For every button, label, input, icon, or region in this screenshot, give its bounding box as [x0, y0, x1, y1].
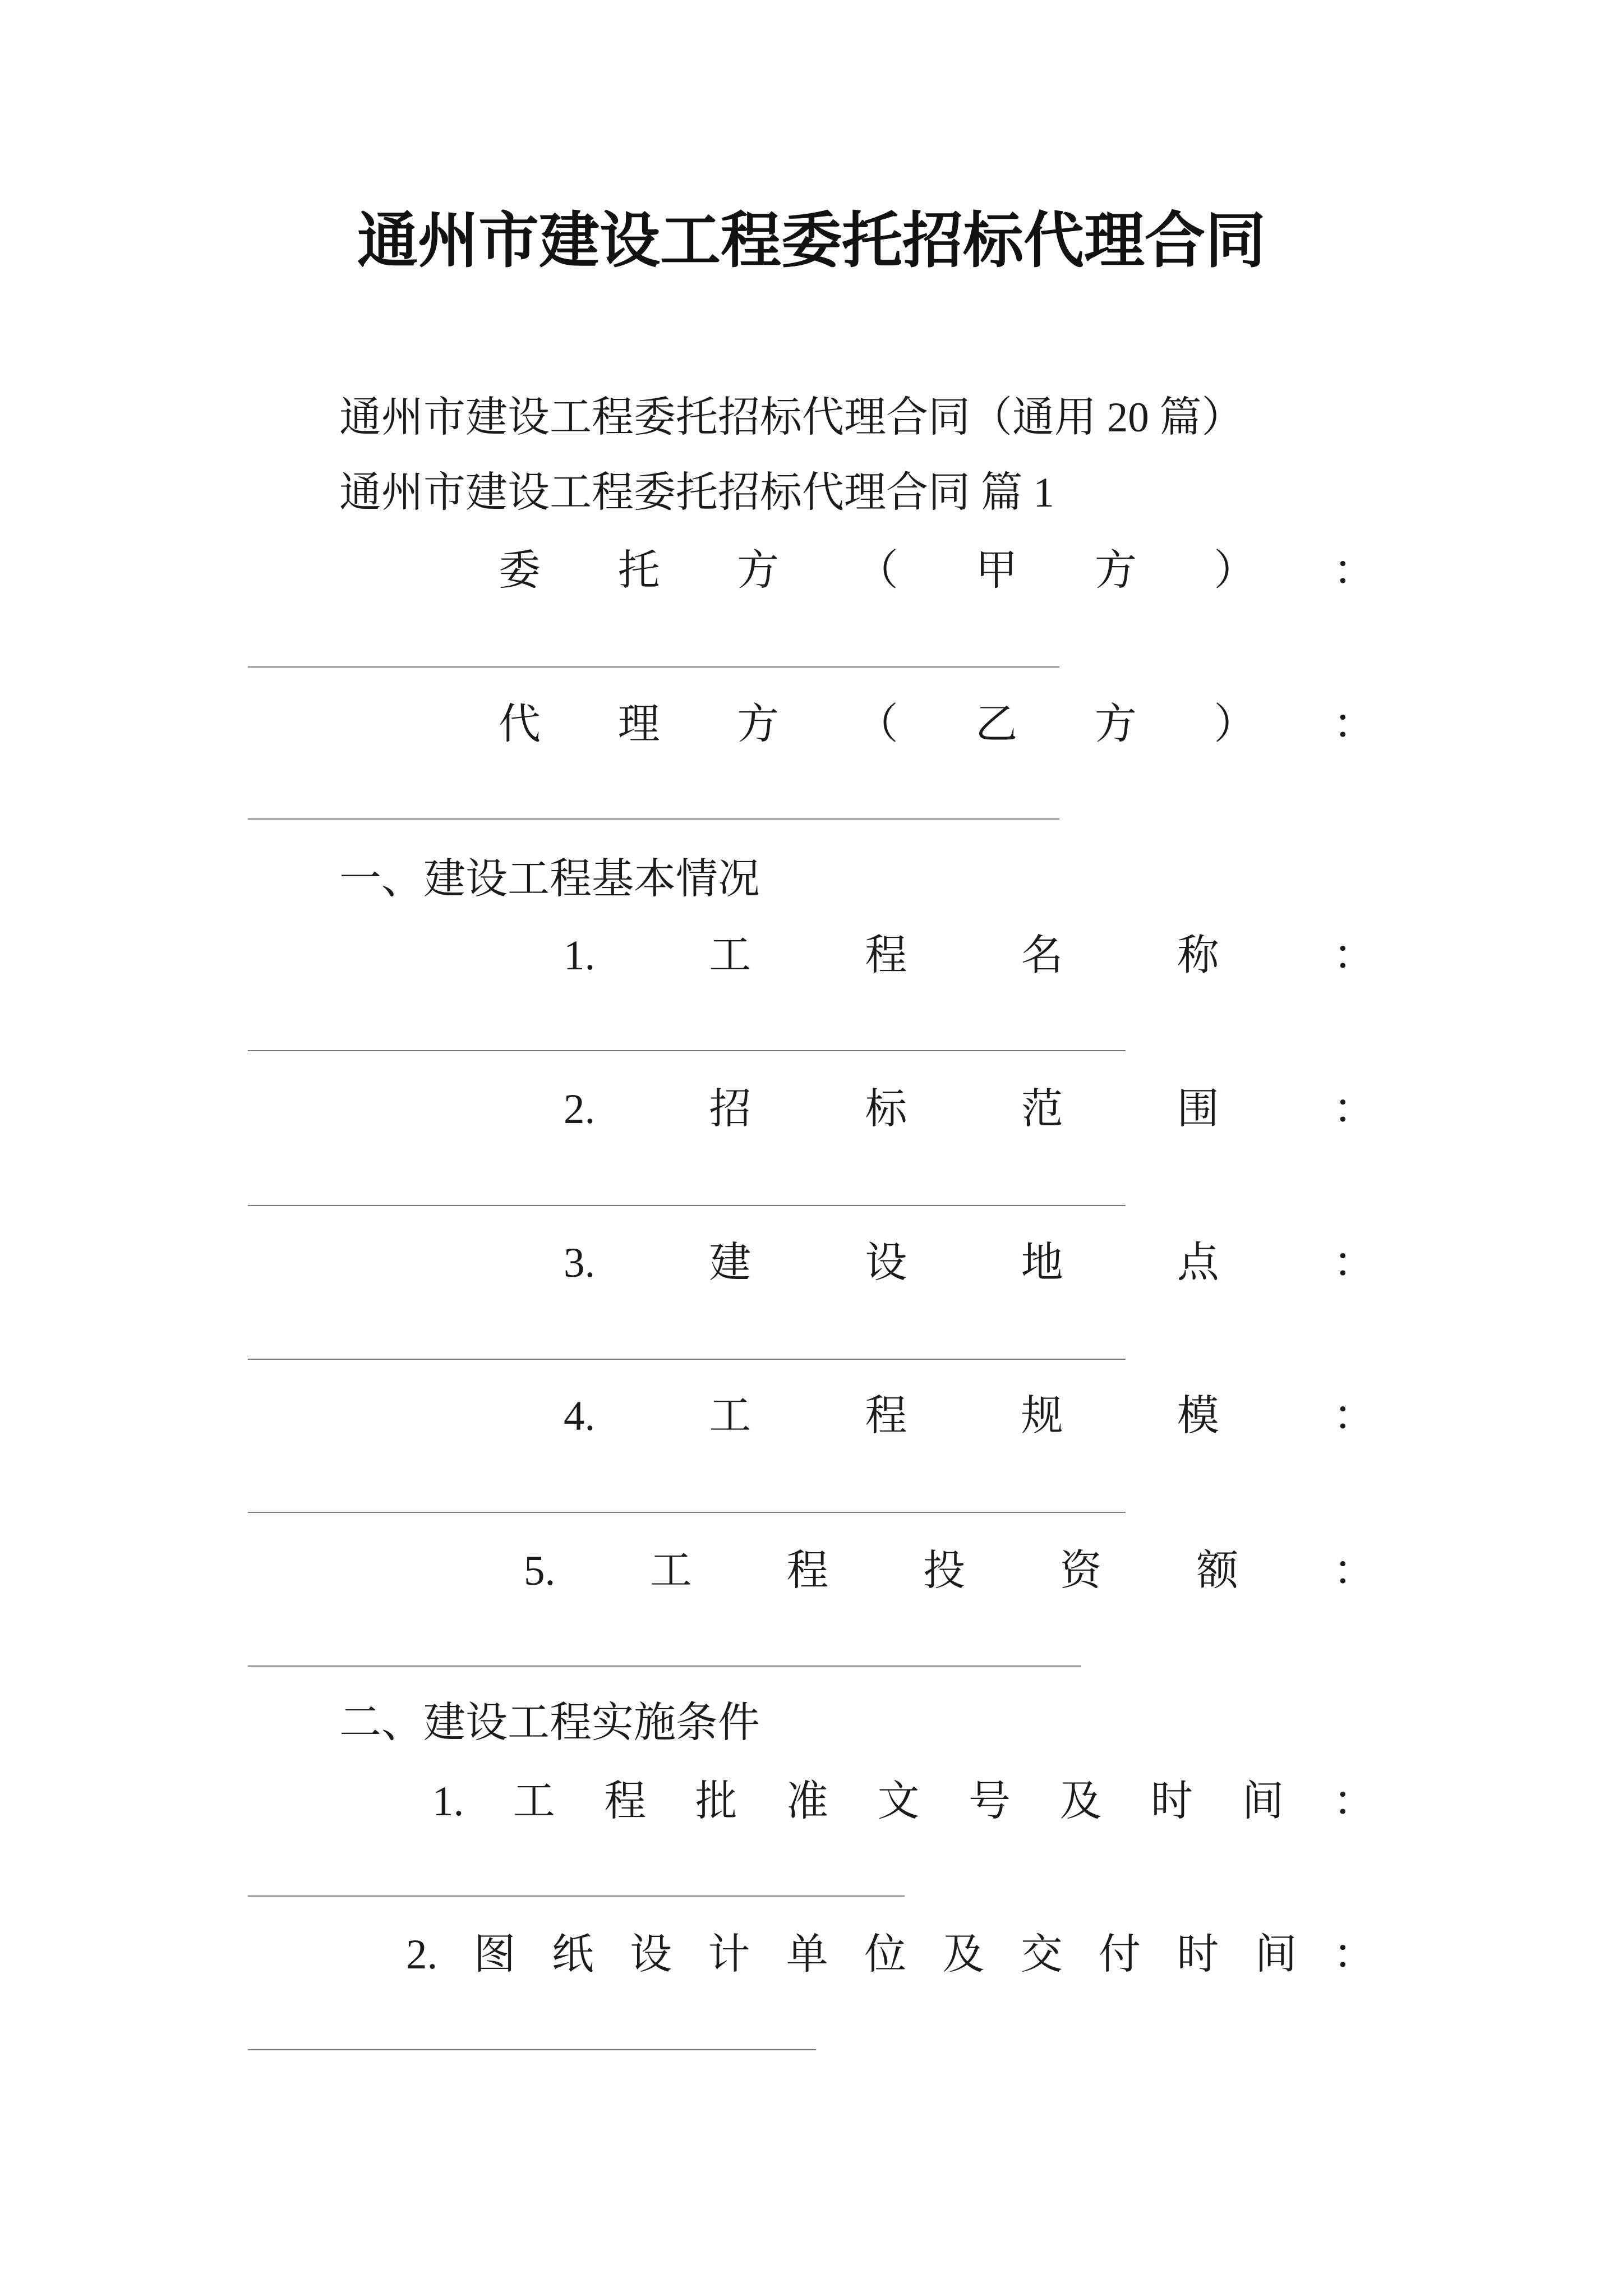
label-glyph: 计 — [708, 1931, 750, 1978]
label-glyph: 范 — [1021, 1086, 1063, 1133]
label-glyph: 标 — [865, 1086, 907, 1133]
label-glyph: 付 — [1099, 1931, 1141, 1978]
label-glyph: ） — [1214, 547, 1256, 594]
fill-in-line — [248, 1359, 1126, 1360]
section-heading: 二、建设工程实施条件 — [339, 1700, 760, 1746]
field-label — [564, 1082, 1375, 1138]
label-glyph: 程 — [865, 1393, 907, 1439]
label-glyph: 理 — [617, 701, 660, 748]
label-glyph: 批 — [695, 1778, 737, 1825]
label-glyph: ： — [1332, 1778, 1375, 1825]
label-glyph: ： — [1332, 1931, 1375, 1978]
label-glyph: 程 — [604, 1778, 647, 1825]
label-glyph: 程 — [865, 932, 907, 979]
document-title: 通州市建设工程委托招标代理合同 — [357, 205, 1266, 276]
label-glyph: 2. — [564, 1086, 596, 1133]
label-glyph: 代 — [499, 701, 541, 748]
label-glyph: （ — [856, 547, 898, 594]
label-glyph: 投 — [923, 1548, 966, 1594]
label-glyph: 模 — [1177, 1393, 1219, 1439]
label-glyph: ： — [1332, 701, 1375, 748]
label-glyph: 工 — [649, 1548, 692, 1594]
label-glyph: ： — [1332, 547, 1375, 594]
label-glyph: 围 — [1177, 1086, 1219, 1133]
label-glyph: ： — [1332, 1240, 1375, 1286]
label-glyph: 工 — [709, 1393, 751, 1439]
label-glyph: 规 — [1021, 1393, 1063, 1439]
label-glyph: 4. — [564, 1393, 596, 1439]
label-glyph: 建 — [709, 1240, 751, 1286]
field-label — [524, 1543, 1375, 1599]
label-glyph: 2. — [406, 1931, 438, 1978]
fill-in-line — [248, 1512, 1126, 1513]
fill-in-line — [248, 1895, 905, 1897]
label-glyph: 1. — [564, 932, 596, 979]
label-glyph: 5. — [524, 1548, 556, 1594]
label-glyph: 方 — [1094, 547, 1137, 594]
label-glyph: 设 — [865, 1240, 907, 1286]
label-glyph: 文 — [877, 1778, 920, 1825]
label-glyph: ： — [1332, 1086, 1375, 1133]
label-glyph: （ — [856, 701, 898, 748]
label-glyph: 点 — [1177, 1240, 1219, 1286]
label-glyph: 号 — [969, 1778, 1011, 1825]
label-glyph: 间 — [1255, 1931, 1297, 1978]
label-glyph: 位 — [864, 1931, 907, 1978]
party-field-label — [499, 543, 1375, 599]
label-glyph: 交 — [1020, 1931, 1063, 1978]
label-glyph: 地 — [1021, 1240, 1063, 1286]
label-glyph: 乙 — [975, 701, 1018, 748]
label-glyph: 图 — [473, 1931, 516, 1978]
label-glyph: 时 — [1150, 1778, 1193, 1825]
label-glyph: 工 — [513, 1778, 555, 1825]
label-glyph: 3. — [564, 1240, 596, 1286]
field-label — [564, 928, 1375, 984]
label-glyph: 及 — [1059, 1778, 1102, 1825]
label-glyph: 间 — [1242, 1778, 1284, 1825]
label-glyph: 委 — [499, 547, 541, 594]
field-label — [432, 1774, 1375, 1830]
party-field-label — [499, 697, 1375, 753]
label-glyph: 托 — [617, 547, 660, 594]
subtitle-line: 通州市建设工程委托招标代理合同 篇 1 — [339, 470, 1055, 516]
label-glyph: 称 — [1177, 932, 1219, 979]
label-glyph: 甲 — [975, 547, 1018, 594]
field-label — [406, 1927, 1375, 1983]
label-glyph: ： — [1332, 1393, 1375, 1439]
label-glyph: 名 — [1021, 932, 1063, 979]
label-glyph: 招 — [709, 1086, 751, 1133]
field-label — [564, 1388, 1375, 1444]
label-glyph: 方 — [737, 701, 780, 748]
fill-in-line — [248, 818, 1059, 820]
label-glyph: 设 — [630, 1931, 672, 1978]
label-glyph: 工 — [709, 932, 751, 979]
label-glyph: ） — [1214, 701, 1256, 748]
fill-in-line — [248, 666, 1059, 668]
fill-in-line — [248, 2049, 816, 2050]
label-glyph: 1. — [432, 1778, 464, 1825]
fill-in-line — [248, 1205, 1126, 1206]
subtitle-line: 通州市建设工程委托招标代理合同（通用 20 篇） — [339, 394, 1244, 441]
label-glyph: ： — [1332, 1548, 1375, 1594]
label-glyph: 准 — [786, 1778, 829, 1825]
label-glyph: 程 — [786, 1548, 829, 1594]
label-glyph: 额 — [1196, 1548, 1239, 1594]
label-glyph: 时 — [1177, 1931, 1219, 1978]
fill-in-line — [248, 1050, 1126, 1051]
section-heading: 一、建设工程基本情况 — [339, 856, 760, 903]
label-glyph: ： — [1332, 932, 1375, 979]
fill-in-line — [248, 1665, 1081, 1667]
label-glyph: 纸 — [551, 1931, 594, 1978]
label-glyph: 及 — [942, 1931, 985, 1978]
label-glyph: 方 — [1094, 701, 1137, 748]
label-glyph: 资 — [1059, 1548, 1102, 1594]
label-glyph: 方 — [737, 547, 780, 594]
field-label — [564, 1235, 1375, 1291]
label-glyph: 单 — [786, 1931, 828, 1978]
